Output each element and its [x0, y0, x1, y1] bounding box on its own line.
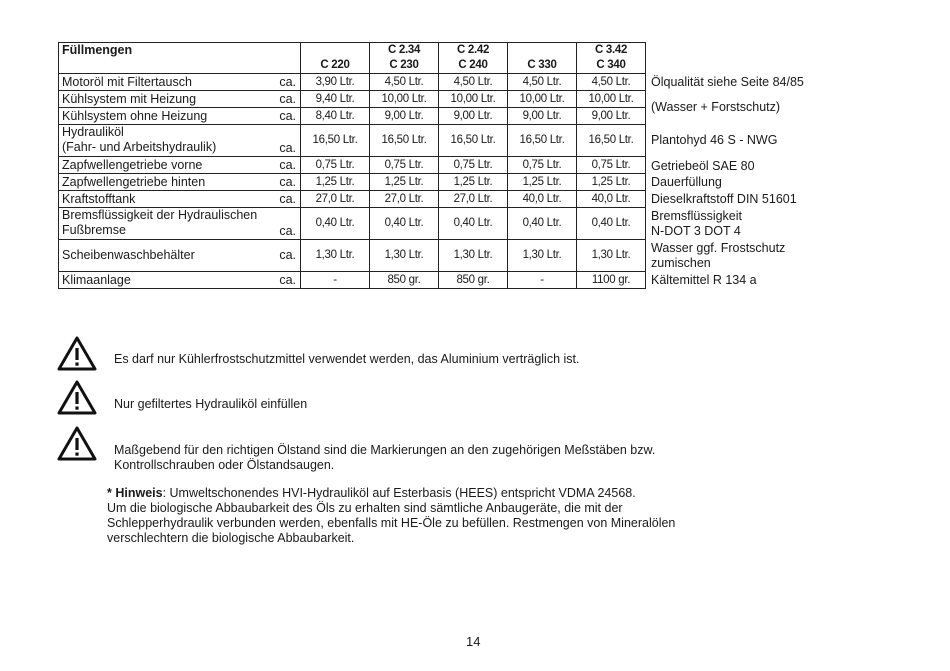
cell-value: 1,25 Ltr. [370, 174, 439, 191]
cell-value: 1,30 Ltr. [439, 240, 508, 272]
cell-value: 9,00 Ltr. [370, 108, 439, 125]
cell-value: 1,30 Ltr. [370, 240, 439, 272]
row-note: Bremsflüssigkeit N-DOT 3 DOT 4 [651, 208, 742, 238]
row-ca: ca. [265, 108, 301, 125]
row-label: Kühlsystem ohne Heizung [59, 108, 266, 125]
cell-value: 9,00 Ltr. [508, 108, 577, 125]
row-label: Kühlsystem mit Heizung [59, 91, 266, 108]
cell-value: 16,50 Ltr. [508, 125, 577, 157]
warning-text: Nur gefiltertes Hydrauliköl einfüllen [114, 397, 308, 411]
row-note: Dieselkraftstoff DIN 51601 [651, 191, 797, 206]
row-label: Klimaanlage [59, 272, 266, 289]
row-note: Plantohyd 46 S - NWG [651, 133, 778, 147]
model-header: C 2.42 C 240 [439, 43, 508, 74]
table-row [59, 208, 825, 240]
table-row [59, 272, 825, 289]
cell-value: 16,50 Ltr. [301, 125, 370, 157]
cell-value: 1,25 Ltr. [301, 174, 370, 191]
cell-value: 9,40 Ltr. [301, 91, 370, 108]
cell-value: 0,75 Ltr. [508, 157, 577, 174]
row-ca: ca. [265, 174, 301, 191]
cell-value: 40,0 Ltr. [577, 191, 646, 208]
warning-triangle-icon [56, 425, 98, 463]
cell-value: 1,25 Ltr. [577, 174, 646, 191]
row-label: Kraftstofftank [59, 191, 266, 208]
table-row [59, 74, 825, 91]
model-header: C 3.42 C 340 [577, 43, 646, 74]
row-ca: ca. [265, 91, 301, 108]
cell-value: 16,50 Ltr. [370, 125, 439, 157]
row-ca: ca. [265, 191, 301, 208]
cell-value: 1,30 Ltr. [577, 240, 646, 272]
cell-value: 0,40 Ltr. [301, 208, 370, 240]
table-row [59, 91, 825, 108]
cell-value: 4,50 Ltr. [370, 74, 439, 91]
cell-value: - [301, 272, 370, 289]
hint-label: * Hinweis [107, 486, 163, 500]
model-header: C 2.34 C 230 [370, 43, 439, 74]
cell-value: 3,90 Ltr. [301, 74, 370, 91]
warning-text: Es darf nur Kühlerfrostschutzmittel verwendet werden, das Aluminium verträglich ist. [114, 352, 580, 366]
cell-value: 10,00 Ltr. [439, 91, 508, 108]
cell-value: 1,25 Ltr. [508, 174, 577, 191]
cell-value: 850 gr. [370, 272, 439, 289]
cell-value: 0,40 Ltr. [439, 208, 508, 240]
table-row [59, 125, 825, 157]
cell-value: 850 gr. [439, 272, 508, 289]
row-note: (Wasser + Forstschutz) [651, 100, 781, 114]
row-ca: ca. [265, 272, 301, 289]
warning-triangle-icon [56, 335, 98, 373]
row-note: Kältemittel R 134 a [651, 272, 757, 287]
row-ca: ca. [265, 125, 301, 157]
cell-value: 27,0 Ltr. [301, 191, 370, 208]
row-ca: ca. [265, 240, 301, 272]
cell-value: 27,0 Ltr. [439, 191, 508, 208]
cell-value: 1,25 Ltr. [439, 174, 508, 191]
cell-value: 1100 gr. [577, 272, 646, 289]
cell-value: 16,50 Ltr. [439, 125, 508, 157]
cell-value: 8,40 Ltr. [301, 108, 370, 125]
table-title: Füllmengen [59, 43, 301, 74]
cell-value: 0,40 Ltr. [508, 208, 577, 240]
cell-value: 0,75 Ltr. [370, 157, 439, 174]
warning-text: Maßgebend für den richtigen Ölstand sind die Markierungen an den zugehörigen Meßstäben bzw. Kontrollschrauben oder Ölstandsaugen. [114, 443, 656, 472]
cell-value: 9,00 Ltr. [439, 108, 508, 125]
table-row [59, 174, 825, 191]
hint-paragraph [107, 486, 747, 546]
row-ca: ca. [265, 208, 301, 240]
row-label: Motoröl mit Filtertausch [59, 74, 266, 91]
cell-value: 10,00 Ltr. [370, 91, 439, 108]
row-note: Ölqualität siehe Seite 84/85 [651, 74, 804, 89]
row-note: Getriebeöl SAE 80 [651, 158, 755, 173]
cell-value: 1,30 Ltr. [508, 240, 577, 272]
cell-value: 0,40 Ltr. [577, 208, 646, 240]
row-label: Hydrauliköl (Fahr- und Arbeitshydraulik) [59, 125, 266, 157]
table-row [59, 157, 825, 174]
cell-value: 4,50 Ltr. [508, 74, 577, 91]
model-header: C 220 [301, 43, 370, 74]
fill-quantities-table [58, 42, 824, 289]
row-label: Zapfwellengetriebe vorne [59, 157, 266, 174]
table-header-row [59, 43, 825, 74]
row-label: Zapfwellengetriebe hinten [59, 174, 266, 191]
cell-value: 0,75 Ltr. [577, 157, 646, 174]
cell-value: - [508, 272, 577, 289]
hint-text: : Umweltschonendes HVI-Hydrauliköl auf Esterbasis (HEES) entspricht VDMA 24568. Um die biologische Abbaubarkeit des Öls zu erhalten sind sämtliche Anbaugeräte, die mit der Schlepperhydraulik verbunden werden, ebenfalls mit HE-Öle zu befüllen. Restmengen von Mineralölen verschlechtern die biologische Abbaubarkeit. [107, 486, 676, 545]
cell-value: 10,00 Ltr. [577, 91, 646, 108]
cell-value: 0,40 Ltr. [370, 208, 439, 240]
table-row [59, 240, 825, 272]
row-label: Bremsflüssigkeit der Hydraulischen Fußbremse [59, 208, 266, 240]
table-row [59, 191, 825, 208]
row-label: Scheibenwaschbehälter [59, 240, 266, 272]
cell-value: 27,0 Ltr. [370, 191, 439, 208]
cell-value: 16,50 Ltr. [577, 125, 646, 157]
row-note: Wasser ggf. Frostschutz zumischen [651, 240, 786, 270]
cell-value: 40,0 Ltr. [508, 191, 577, 208]
warning-triangle-icon [56, 379, 98, 417]
page-number: 14 [466, 634, 481, 649]
cell-value: 0,75 Ltr. [301, 157, 370, 174]
cell-value: 10,00 Ltr. [508, 91, 577, 108]
row-ca: ca. [265, 157, 301, 174]
cell-value: 4,50 Ltr. [439, 74, 508, 91]
row-note: Dauerfüllung [651, 174, 722, 189]
cell-value: 1,30 Ltr. [301, 240, 370, 272]
cell-value: 0,75 Ltr. [439, 157, 508, 174]
row-ca: ca. [265, 74, 301, 91]
cell-value: 4,50 Ltr. [577, 74, 646, 91]
cell-value: 9,00 Ltr. [577, 108, 646, 125]
model-header: C 330 [508, 43, 577, 74]
